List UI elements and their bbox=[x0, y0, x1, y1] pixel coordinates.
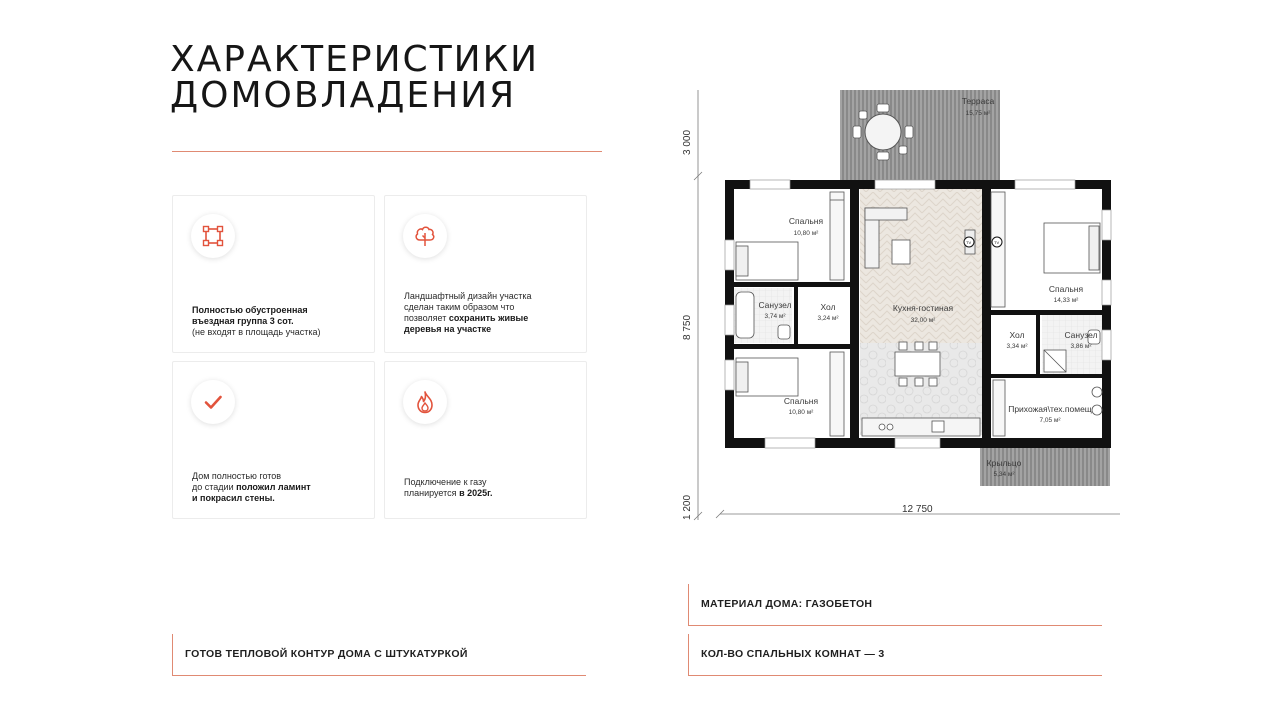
dim-middle: 8 750 bbox=[682, 314, 693, 340]
card-line: деревья на участке bbox=[404, 324, 492, 334]
room-label: Прихожая\тех.помещ bbox=[1008, 404, 1092, 414]
fact-bedrooms-text: КОЛ-ВО СПАЛЬНЫХ КОМНАТ — 3 bbox=[701, 648, 885, 660]
room-label: Крыльцо bbox=[986, 458, 1022, 468]
feature-card-gas bbox=[384, 361, 587, 519]
room-label: Санузел bbox=[1064, 330, 1098, 340]
feature-card-text bbox=[404, 291, 532, 335]
feature-card-landscape bbox=[384, 195, 587, 353]
room-area: 3,86 м² bbox=[1070, 343, 1092, 350]
card-line: сделан таким образом что bbox=[404, 302, 515, 312]
room-area: 3,34 м² bbox=[1006, 343, 1028, 350]
title-divider bbox=[172, 151, 602, 152]
flame-icon bbox=[403, 380, 447, 424]
room-label: Терраса bbox=[961, 96, 995, 106]
page-title bbox=[170, 39, 540, 116]
room-label: Кухня-гостиная bbox=[892, 303, 954, 313]
room-area: 3,74 м² bbox=[764, 313, 786, 320]
room-label: Хол bbox=[820, 302, 836, 312]
card-line-bold: в 2025г. bbox=[459, 488, 493, 498]
tree-icon bbox=[403, 214, 447, 258]
fact-material bbox=[688, 584, 1102, 626]
card-line: Ландшафтный дизайн участка bbox=[404, 291, 532, 301]
card-line: Полностью обустроенная bbox=[192, 305, 308, 315]
room-label: Спальня bbox=[788, 216, 824, 226]
frame-icon bbox=[191, 214, 235, 258]
room-area: 10,80 м² bbox=[793, 230, 819, 237]
card-line: и покрасил стены. bbox=[192, 493, 275, 503]
tv-label: TV bbox=[966, 240, 972, 245]
card-line-bold: сохранить живые bbox=[448, 313, 529, 323]
card-line: позволяет bbox=[404, 313, 447, 323]
card-line: до стадии bbox=[192, 482, 234, 492]
card-line: Подключение к газу bbox=[404, 477, 487, 487]
room-area: 32,00 м² bbox=[910, 317, 936, 324]
feature-card-text bbox=[192, 471, 311, 504]
card-line: (не входят в площадь участка) bbox=[192, 327, 321, 337]
room-area: 15,75 м² bbox=[965, 110, 991, 117]
room-label: Санузел bbox=[758, 300, 792, 310]
room-label: Хол bbox=[1009, 330, 1025, 340]
fact-material-text: МАТЕРИАЛ ДОМА: ГАЗОБЕТОН bbox=[701, 598, 873, 610]
room-label: Спальня bbox=[1048, 284, 1084, 294]
feature-card-text bbox=[404, 477, 492, 499]
fact-bedrooms bbox=[688, 634, 1102, 676]
fact-contour-text: ГОТОВ ТЕПЛОВОЙ КОНТУР ДОМА С ШТУКАТУРКОЙ bbox=[185, 648, 468, 660]
dim-top: 3 000 bbox=[682, 129, 693, 155]
room-label: Спальня bbox=[783, 396, 819, 406]
feature-card-finish bbox=[172, 361, 375, 519]
card-line: планируется bbox=[404, 488, 457, 498]
tv-label: TV bbox=[994, 240, 1000, 245]
room-area: 14,33 м² bbox=[1053, 297, 1079, 304]
checkmark-icon bbox=[191, 380, 235, 424]
room-area: 10,80 м² bbox=[788, 409, 814, 416]
feature-card-text bbox=[192, 305, 321, 338]
room-area: 3,24 м² bbox=[817, 315, 839, 322]
dim-bottom: 1 200 bbox=[682, 494, 693, 520]
feature-card-entrance bbox=[172, 195, 375, 353]
floor-plan bbox=[670, 80, 1120, 525]
room-area: 5,34 м² bbox=[993, 471, 1015, 478]
card-line: въездная группа 3 сот. bbox=[192, 316, 294, 326]
fact-contour bbox=[172, 634, 586, 676]
room-area: 7,05 м² bbox=[1039, 417, 1061, 424]
title-line-1: ХАРАКТЕРИСТИКИ bbox=[170, 39, 540, 80]
card-line-bold: положил ламинт bbox=[236, 482, 311, 492]
card-line: Дом полностью готов bbox=[192, 471, 282, 481]
dim-width: 12 750 bbox=[902, 504, 933, 515]
title-line-2: ДОМОВЛАДЕНИЯ bbox=[170, 75, 517, 116]
